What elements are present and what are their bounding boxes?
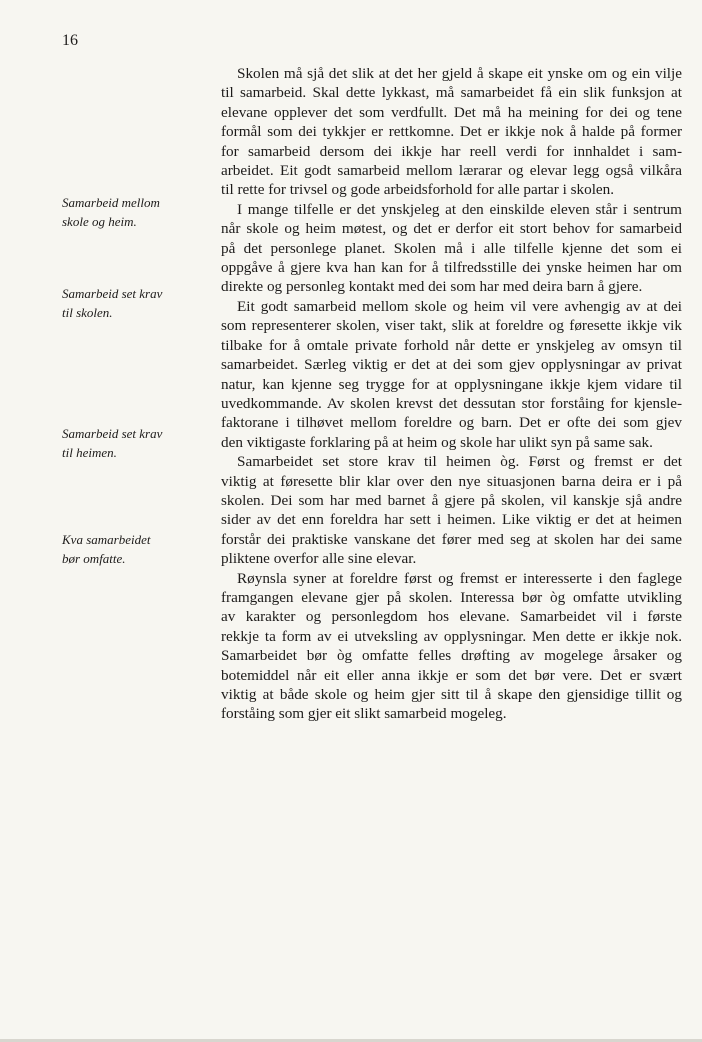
margin-note-line: Samarbeid set krav (62, 286, 163, 301)
text-line: viktig at føresette blir klar over den nye situasjonen barna deira er i på (221, 472, 682, 490)
text-line: natur, kan kjenne seg trygge for at opplysningane ikkje kjem vidare til (221, 375, 682, 393)
text-line: faktorane i tilhøvet mellom foreldre og barn. Det er ofte dei som gjev (221, 414, 682, 432)
margin-note-line: Samarbeid mellom (62, 195, 160, 210)
text-line: til samarbeid. Skal dette lykkast, må samarbeidet få ein slik funksjon at (221, 84, 682, 102)
text-line: tilbake for å omtale private forhold når dette er ynskjeleg av omsyn til (221, 336, 682, 354)
text-line: den viktigaste forklaring på at heim og skole har ulikt syn på same sak. (221, 433, 653, 451)
paragraph (221, 64, 682, 200)
text-line: elevane opplever det som verdfullt. Det må ha meining for dei og tene (221, 103, 682, 121)
text-line: framgangen elevane gjer på skolen. Interessa bør òg omfatte utvikling (221, 588, 682, 606)
text-line: arbeidet. Eit godt samarbeid mellom lærarar og elevar legg også vilkåra (221, 162, 682, 180)
text-line: uvedkommande. Av skolen krevst det dessutan stor forståing for kjensle- (221, 394, 682, 412)
text-line: forstår dei praktiske vanskane det fører med seg at skolen har dei same (221, 530, 682, 548)
margin-note-line: skole og heim. (62, 214, 137, 229)
text-line: sider av det enn foreldra har sett i heimen. Like viktig er det at heimen (221, 511, 682, 529)
margin-note-kva-samarbeidet-bor-omfatte (62, 530, 192, 568)
margin-note-krav-til-heimen (62, 424, 192, 462)
paragraph (221, 569, 682, 724)
text-line: Røynsla syner at foreldre først og fremst er interesserte i den faglege (237, 569, 682, 587)
text-line: Skolen må sjå det slik at det her gjeld å skape eit ynske om og ein vilje (237, 65, 682, 82)
margin-note-samarbeid-mellom-skole-og-heim (62, 193, 192, 231)
text-line: skolen. Dei som har med barnet å gjere på skolen, vil kanskje sjå andre (221, 491, 682, 509)
text-line: I mange tilfelle er det ynskjeleg at den einskilde eleven står i sentrum (237, 200, 682, 218)
margin-note-line: Samarbeid set krav (62, 426, 163, 441)
text-line: Samarbeidet bør òg omfatte felles drøfting av mogelege årsaker og (221, 647, 682, 665)
text-line: av karakter og personlegdom hos elevane. Samarbeidet vil i første (221, 608, 682, 626)
text-line: når skole og heim møtest, og det er derfor eit stort behov for samarbeid (221, 220, 682, 238)
margin-note-line: Kva samarbeidet (62, 532, 151, 547)
text-line: forståing som gjer eit slikt samarbeid mogeleg. (221, 705, 507, 723)
paragraph (221, 297, 682, 452)
text-line: som representerer skolen, viser takt, slik at foreldre og føresette ikkje vik (221, 317, 682, 335)
text-line: Samarbeidet set store krav til heimen òg. Først og fremst er det (237, 453, 682, 471)
margin-note-line: bør omfatte. (62, 551, 126, 566)
text-line: Eit godt samarbeid mellom skole og heim vil vere avhengig av at dei (237, 297, 682, 315)
text-line: viktig at både skole og heim gjer sitt til å skape den gjensidige tillit og (221, 686, 682, 703)
margin-note-line: til skolen. (62, 305, 113, 320)
margin-note-krav-til-skolen (62, 284, 192, 322)
body-text (221, 64, 682, 724)
text-line: på det personlege planet. Skolen må i alle tilfelle kjenne det som ei (221, 239, 682, 257)
page-number: 16 (62, 32, 78, 49)
text-line: direkte og personleg kontakt med dei som har med deira barn å gjere. (221, 278, 643, 296)
paragraph (221, 200, 682, 297)
text-line: for samarbeid dersom dei ikkje har reell verdi for innhaldet i sam- (221, 142, 682, 160)
text-line: formål som dei tykkjer er rettkomne. Det er ikkje nok å halde på former (221, 123, 682, 141)
text-line: til rette for trivsel og gode arbeidsforhold for alle partar i skolen. (221, 181, 615, 199)
text-line: botemiddel når eit eller anna ikkje er som det bør vere. Det er svært (221, 666, 682, 684)
paragraph (221, 452, 682, 568)
margin-note-line: til heimen. (62, 445, 117, 460)
text-line: oppgåve å gjere kva han kan for å tilfredsstille dei ynske heimen har om (221, 259, 682, 277)
text-line: pliktene overfor alle sine elevar. (221, 550, 417, 568)
text-line: rekkje ta form av ei utveksling av opplysningar. Men dette er ikkje nok. (221, 627, 682, 645)
text-line: samarbeidet. Særleg viktig er det at dei som gjev opplysningar av privat (221, 356, 682, 374)
